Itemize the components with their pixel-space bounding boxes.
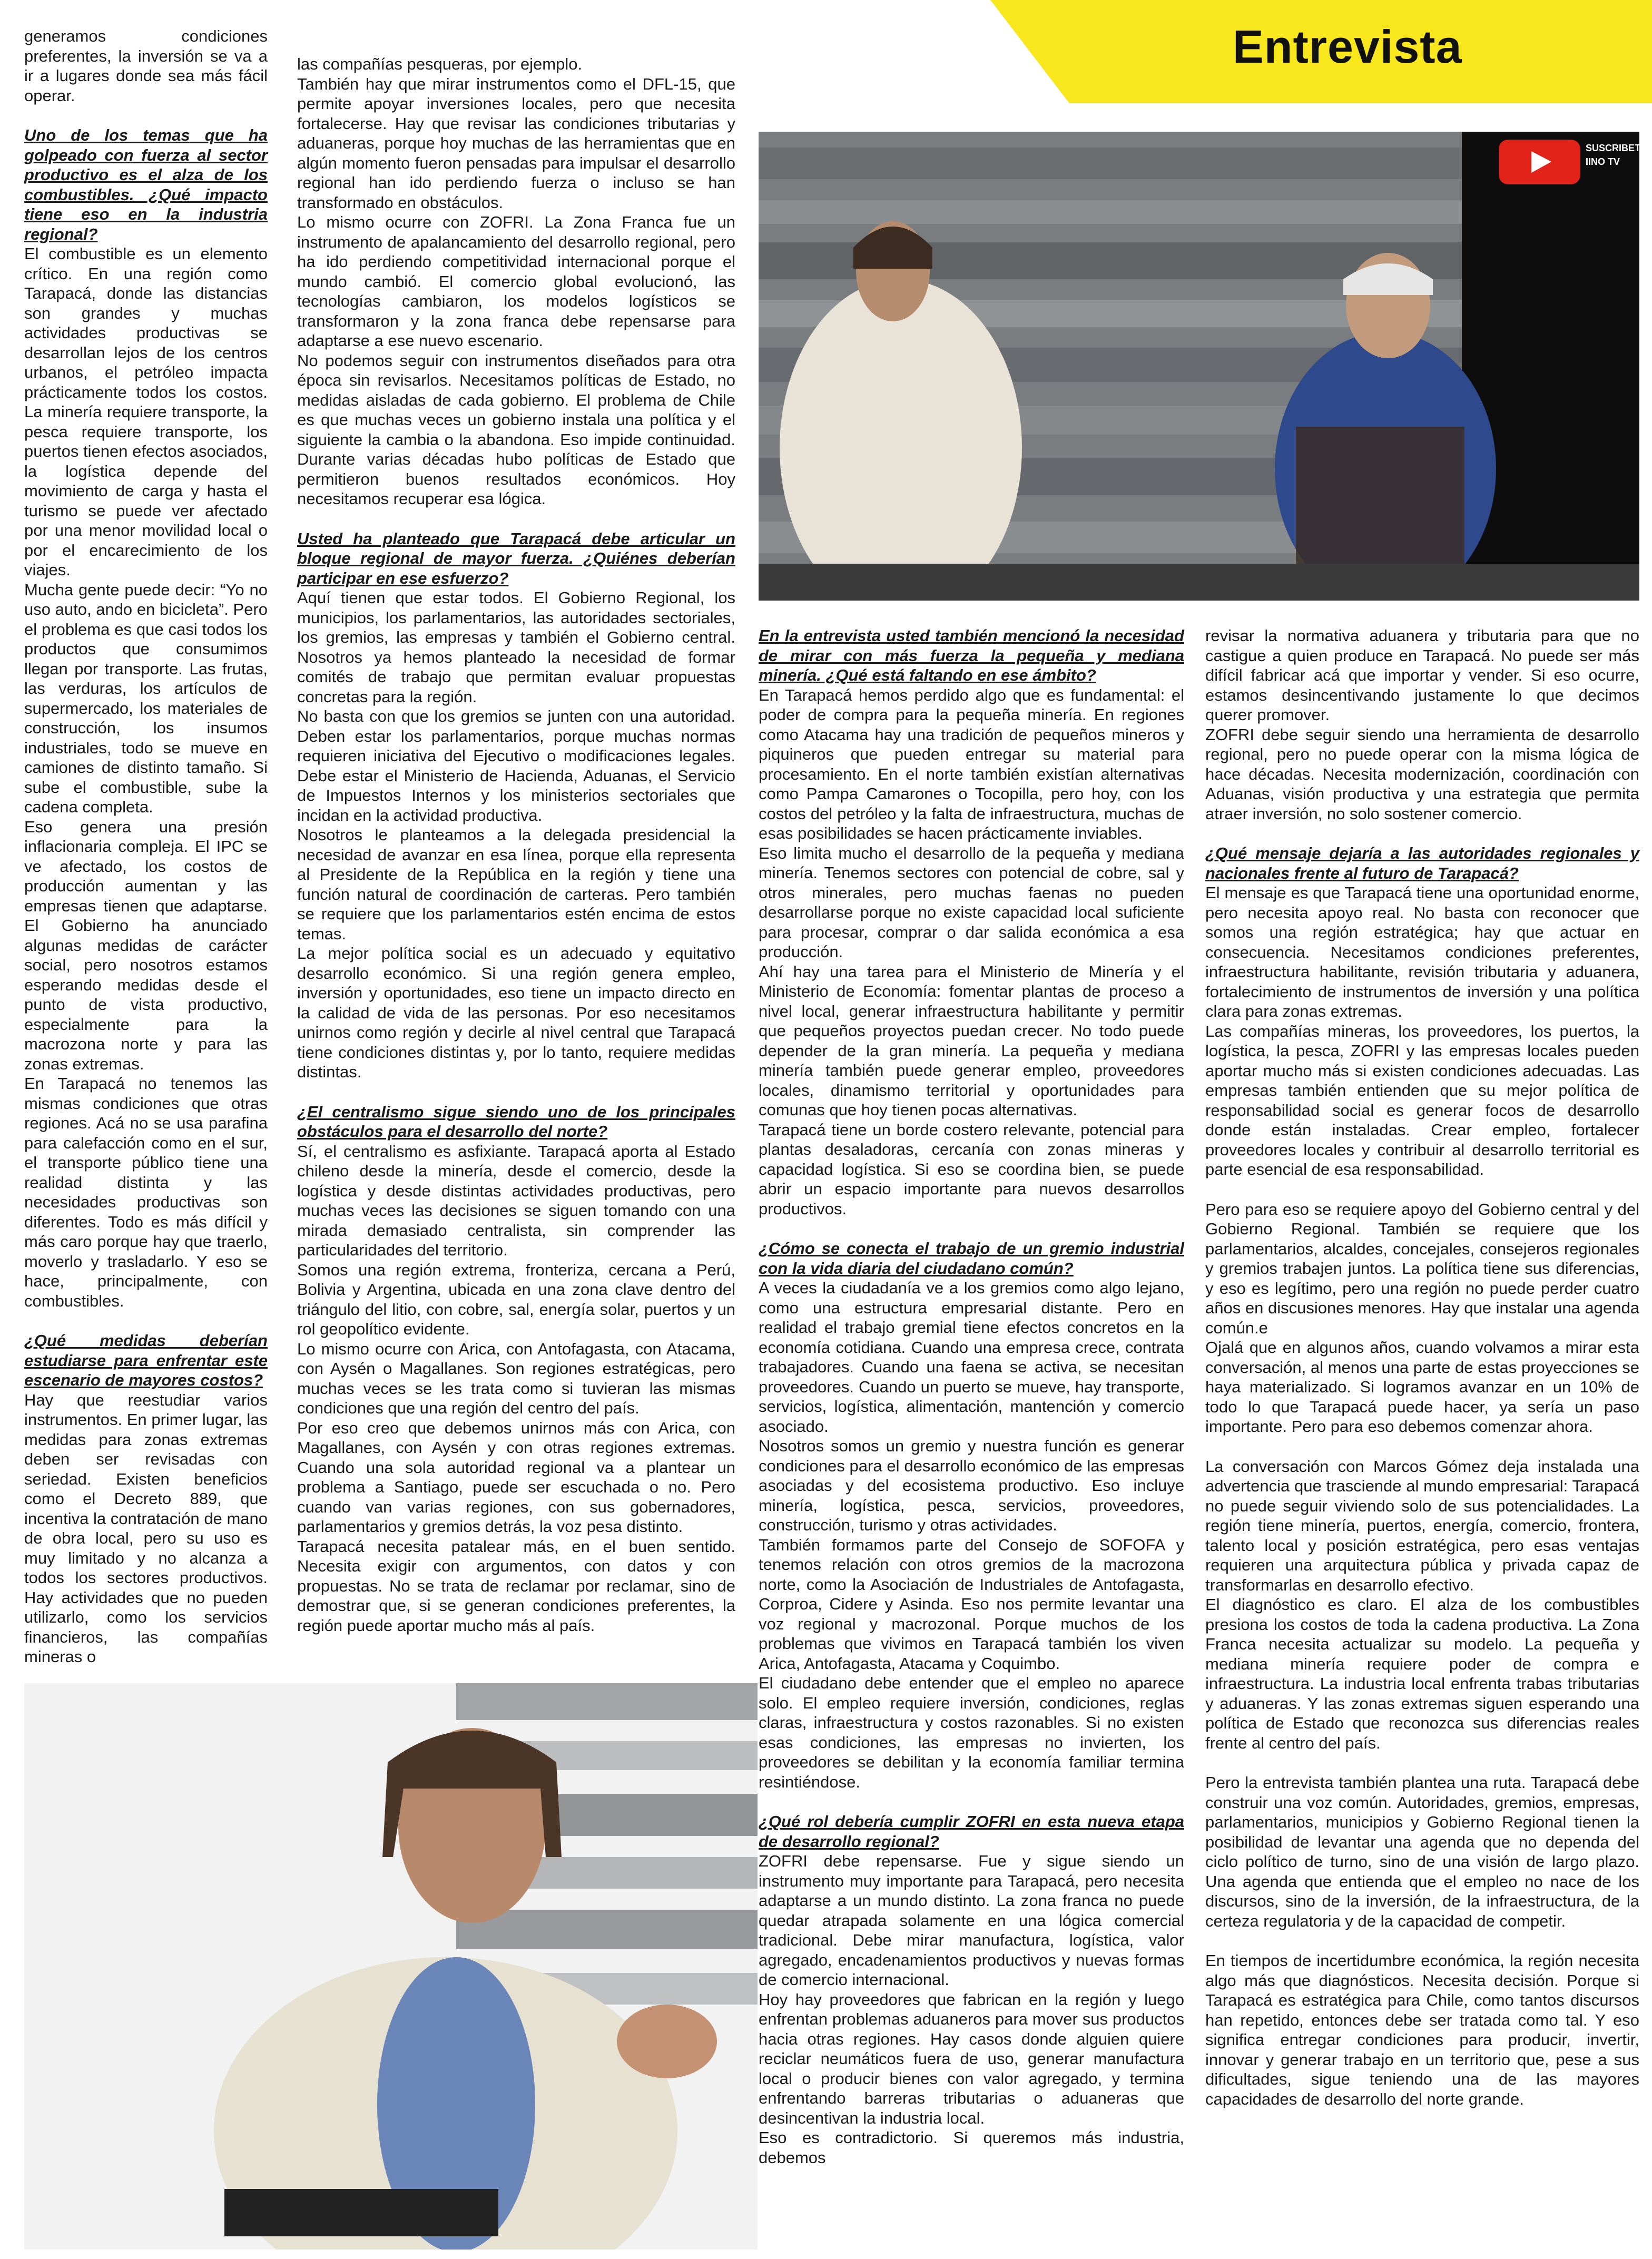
paragraph: Pero para eso se requiere apoyo del Gobierno central y del Gobierno Regional. También se requiere que los parlamentarios, alcaldes, concejales, consejeros regionales y gremios trabajen juntos. La política tiene sus diferencias, y eso es legítimo, pero una región no puede perder cuatro años en discusiones menores. Hay que instalar una agenda común.e bbox=[1205, 1200, 1639, 1337]
interview-question: ¿Cómo se conecta el trabajo de un gremio industrial con la vida diaria del ciudadano común? bbox=[759, 1239, 1184, 1278]
interview-question: Usted ha planteado que Tarapacá debe articular un bloque regional de mayor fuerza. ¿Quiénes deberían participar en ese esfuerzo? bbox=[297, 529, 735, 587]
interview-question: En la entrevista usted también mencionó la necesidad de mirar con más fuerza la pequeña y mediana minería. ¿Qué está faltando en ese ámbito? bbox=[759, 626, 1184, 684]
paragraph: Sí, el centralismo es asfixiante. Tarapacá aporta al Estado chileno desde la minería, desde el comercio, desde la logística y desde distintas actividades productivas, pero muchas veces las decisiones se siguen tomando con una mirada demasiado centralista, sin comprender las particularidades del territorio. bbox=[297, 1142, 735, 1259]
paragraph: Lo mismo ocurre con ZOFRI. La Zona Franca fue un instrumento de apalancamiento del desarrollo regional, pero ha ido perdiendo competitividad internacional porque el mundo cambió. El comercio global evolucionó, las tecnologías cambiaron, los modelos logísticos se transformaron y la zona franca debe repensarse para adaptarse a ese nuevo escenario. bbox=[297, 213, 735, 350]
youtube-icon bbox=[1499, 140, 1580, 184]
paragraph: No podemos seguir con instrumentos diseñados para otra época sin revisarlos. Necesitamos políticas de Estado, no medidas aisladas de cada gobierno. El problema de Chile es que muchas veces un gobierno instala una política y el siguiente la cambia o la abandona. Eso impide continuidad. Durante varias décadas hubo políticas de Estado que permitieron buenos resultados económicos. Hoy necesitamos recuperar esa lógica. bbox=[297, 351, 735, 508]
paragraph: revisar la normativa aduanera y tributaria para que no castigue a quien produce en Tarapacá. No puede ser más difícil fabricar acá que importar y vender. Si eso ocurre, estamos desincentivando justamente lo que decimos querer promover. bbox=[1205, 626, 1639, 724]
paragraph: También formamos parte del Consejo de SOFOFA y tenemos relación con otros gremios de la macrozona norte, como la Asociación de Industriales de Antofagasta, Corproa, Cidere y Asinda. Eso nos permite levantar una voz regional y macrozonal. Porque muchos de los problemas que vivimos en Tarapacá también los viven Arica, Antofagasta, Atacama y Coquimbo. bbox=[759, 1535, 1184, 1673]
paragraph: Las compañías mineras, los proveedores, los puertos, la logística, la pesca, ZOFRI y las empresas locales pueden aportar mucho más si existen condiciones adecuadas. Las empresas también entienden que su mejor política de responsabilidad social es generar focos de desarrollo donde están instaladas. Crear empleo, fortalecer proveedores locales y contribuir al desarrollo territorial es parte esencial de esa responsabilidad. bbox=[1205, 1022, 1639, 1178]
paragraph: A veces la ciudadanía ve a los gremios como algo lejano, como una estructura empresarial distante. Pero en realidad el trabajo gremial tiene efectos concretos en la economía cotidiana. Cuando una empresa crece, contrata trabajadores. Cuando una faena se activa, se necesitan proveedores. Cuando un puerto se mueve, hay transporte, servicios, logística, alimentación, mantención y comercio asociado. bbox=[759, 1279, 1184, 1436]
paragraph: Tarapacá necesita patalear más, en el buen sentido. Necesita exigir con argumentos, con datos y con propuestas. No se trata de reclamar por reclamar, sino de demostrar que, si se generan condiciones preferentes, la región puede aportar mucho más al país. bbox=[297, 1537, 735, 1635]
paragraph: La conversación con Marcos Gómez deja instalada una advertencia que trasciende al mundo empresarial: Tarapacá no puede seguir viviendo solo de sus potencialidades. La región tiene minería, puertos, energía, comercio, frontera, talento local y posición estratégica, pero esas ventajas requieren una arquitectura pública y privada capaz de transformarlas en desarrollo efectivo. bbox=[1205, 1457, 1639, 1594]
paragraph: El mensaje es que Tarapacá tiene una oportunidad enorme, pero necesita apoyo real. No basta con reconocer que somos una región estratégica; hay que actuar en consecuencia. Necesitamos condiciones preferentes, infraestructura habilitante, revisión tributaria y aduanera, fortalecimiento de instrumentos de inversión y una política clara para zonas extremas. bbox=[1205, 883, 1639, 1020]
interview-question: ¿Qué medidas deberían estudiarse para enfrentar este escenario de mayores costos? bbox=[24, 1331, 268, 1389]
article-column-4 bbox=[1205, 626, 1639, 2109]
paragraph: Tarapacá tiene un borde costero relevante, potencial para plantas desaladoras, cercanía con zonas mineras y capacidad logística. Si eso se coordina bien, se puede abrir un espacio importante para nuevos desarrollos productivos. bbox=[759, 1120, 1184, 1218]
paragraph: También hay que mirar instrumentos como el DFL-15, que permite apoyar inversiones locales, pero que necesita fortalecerse. Hay que revisar las condiciones tributarias y aduaneras, porque hoy muchas de las herramientas que en algún momento fueron pensadas para impulsar el desarrollo regional han ido perdiendo fuerza o incluso se han transformado en obstáculos. bbox=[297, 74, 735, 212]
paragraph: La mejor política social es un adecuado y equitativo desarrollo económico. Si una región genera empleo, inversión y oportunidades, eso tiene un impacto directo en la calidad de vida de las personas. Por eso necesitamos unirnos como región y decirle al nivel central que Tarapacá tiene condiciones distintas y, por lo tanto, requiere medidas distintas. bbox=[297, 944, 735, 1081]
paragraph: Hay que reestudiar varios instrumentos. En primer lugar, las medidas para zonas extremas deben ser revisadas con seriedad. Existen beneficios como el Decreto 889, que incentiva la contratación de mano de obra local, pero su uso es muy limitado y no alcanza a todos los sectores productivos. Hay actividades que no pueden utilizarlo, como los servicios financieros, las compañías mineras o bbox=[24, 1390, 268, 1666]
interview-question: ¿Qué mensaje dejaría a las autoridades regionales y nacionales frente al futuro de Tarapacá? bbox=[1205, 844, 1639, 882]
article-column-3 bbox=[759, 626, 1184, 2167]
paragraph: No basta con que los gremios se junten con una autoridad. Deben estar los parlamentarios, porque muchas normas requieren iniciativa del Ejecutivo o modificaciones legales. Debe estar el Ministerio de Hacienda, Aduanas, el Servicio de Impuestos Internos y los ministerios sectoriales que incidan en la actividad productiva. bbox=[297, 707, 735, 824]
paragraph: Eso es contradictorio. Si queremos más industria, debemos bbox=[759, 2128, 1184, 2167]
paragraph: Ahí hay una tarea para el Ministerio de Minería y el Ministerio de Economía: fomentar plantas de proceso a nivel local, generar infraestructura habilitante y permitir que pequeños proyectos puedan crecer. No todo puede depender de la gran minería. La pequeña y mediana minería también puede generar empleo, proveedores locales, dinamismo territorial y oportunidades para comunas que hoy tienen pocas alternativas. bbox=[759, 962, 1184, 1119]
paragraph: En Tarapacá hemos perdido algo que es fundamental: el poder de compra para la pequeña minería. En regiones como Atacama hay una tradición de pequeños mineros y piquineros que pueden entregar su material para procesamiento. En el norte también existían alternativas como Pampa Camarones o Tocopilla, pero hoy, con los costos del petróleo y la falta de infraestructura, muchas de esas posibilidades se hacen prácticamente inviables. bbox=[759, 685, 1184, 842]
paragraph: las compañías pesqueras, por ejemplo. bbox=[297, 55, 583, 73]
paragraph: En tiempos de incertidumbre económica, la región necesita algo más que diagnósticos. Necesita decisión. Porque si Tarapacá es estratégica para Chile, como tantos discursos han repetido, entonces debe ser tratada como tal. Y eso significa entregar condiciones para producir, invertir, innovar y generar trabajo en un territorio que, pese a sus dificultades, sigue teniendo una de las mayores capacidades de desarrollo del norte grande. bbox=[1205, 1951, 1639, 2108]
article-column-1 bbox=[24, 26, 268, 1667]
paragraph: El combustible es un elemento crítico. En una región como Tarapacá, donde las distancias son grandes y muchas actividades productivas se desarrollan lejos de los centros urbanos, el petróleo impacta prácticamente todos los costos. La minería requiere transporte, la pesca requiere transporte, los puertos tienen efectos asociados, la logística depende del movimiento de carga y hasta el turismo se puede ver afectado por una menor movilidad local o por el encarecimiento de los viajes. bbox=[24, 244, 268, 579]
paragraph: Aquí tienen que estar todos. El Gobierno Regional, los municipios, los parlamentarios, las autoridades sectoriales, los gremios, las empresas y también el Gobierno central. Nosotros ya hemos planteado la necesidad de formar comités de trabajo que permitan evaluar propuestas concretas para la región. bbox=[297, 588, 735, 706]
interview-question: ¿El centralismo sigue siendo uno de los principales obstáculos para el desarrollo del norte? bbox=[297, 1102, 735, 1141]
video-badge bbox=[1586, 141, 1647, 169]
channel-label: IINO TV bbox=[1586, 156, 1620, 167]
paragraph: Nosotros somos un gremio y nuestra función es generar condiciones para el desarrollo económico de las empresas asociadas y del ecosistema productivo. Eso incluye minería, logística, pesca, servicios, proveedores, construcción, turismo y otras actividades. bbox=[759, 1437, 1184, 1534]
paragraph: generamos condiciones preferentes, la inversión se va a ir a lugares donde sea más fácil operar. bbox=[24, 27, 268, 105]
section-title: Entrevista bbox=[1233, 21, 1462, 73]
interview-photo bbox=[759, 132, 1639, 601]
paragraph: Mucha gente puede decir: “Yo no uso auto, ando en bicicleta”. Pero el problema es que casi todos los productos que consumimos llegan por transporte. Las frutas, las verduras, los artículos de supermercado, los materiales de construcción, los insumos industriales, todo se mueve en camiones de distinto tamaño. Si sube el combustible, sube la cadena completa. bbox=[24, 580, 268, 816]
paragraph: Pero la entrevista también plantea una ruta. Tarapacá debe construir una voz común. Autoridades, gremios, empresas, parlamentarios, municipios y Gobierno Regional tienen la posibilidad de levantar una agenda que no dependa del ciclo político de turno, sino de una visión de largo plazo. Una agenda que entienda que el empleo no nace de los discursos, sino de la inversión, de la infraestructura, de la certeza regulatoria y de la capacidad de competir. bbox=[1205, 1773, 1639, 1930]
paragraph: Hoy hay proveedores que fabrican en la región y luego enfrentan problemas aduaneros para mover sus productos hacia otras regiones. Hay casos donde alguien quiere reciclar neumáticos fuera de uso, generar manufactura local o producir bienes con valor agregado, y termina enfrentando barreras tributarias o aduaneras que desincentivan la industria local. bbox=[759, 1990, 1184, 2127]
paragraph: ZOFRI debe seguir siendo una herramienta de desarrollo regional, pero no puede operar con la misma lógica de hace décadas. Necesita modernización, coordinación con Aduanas, visión productiva y una estrategia que permita atraer inversión, no solo sostener comercio. bbox=[1205, 725, 1639, 823]
paragraph: ZOFRI debe repensarse. Fue y sigue siendo un instrumento muy importante para Tarapacá, pero necesita adaptarse a un mundo distinto. La zona franca no puede quedar atrapada solamente en una lógica comercial tradicional. Debe mirar manufactura, logística, valor agregado, encadenamientos productivos y nuevas formas de comercio internacional. bbox=[759, 1852, 1184, 1989]
paragraph: El ciudadano debe entender que el empleo no aparece solo. El empleo requiere inversión, condiciones, reglas claras, infraestructura y costos razonables. Si no existen esas condiciones, las empresas no invierten, los proveedores se debilitan y la economía familiar termina resintiéndose. bbox=[759, 1674, 1184, 1791]
paragraph: Por eso creo que debemos unirnos más con Arica, con Magallanes, con Aysén y con otras regiones extremas. Cuando una sola autoridad regional va a plantear un problema a Santiago, puede ser escuchada o no. Pero cuando van varias regiones, con sus gobernadores, parlamentarios y gremios detrás, la voz pesa distinto. bbox=[297, 1418, 735, 1536]
interview-question: Uno de los temas que ha golpeado con fuerza al sector productivo es el alza de los combustibles. ¿Qué impacto tiene eso en la industria regional? bbox=[24, 126, 268, 243]
subscribe-label: SUSCRIBETE bbox=[1586, 143, 1647, 153]
paragraph: Eso limita mucho el desarrollo de la pequeña y mediana minería. Tenemos sectores con potencial de cobre, sal y otros minerales, pero muchas faenas no pueden desarrollarse porque no existe capacidad local suficiente para procesar, comprar o dar salida económica a esa producción. bbox=[759, 843, 1184, 961]
paragraph: Eso genera una presión inflacionaria compleja. El IPC se ve afectado, los costos de producción aumentan y las empresas tienen que adaptarse. El Gobierno ha anunciado algunas medidas de carácter social, pero nosotros estamos esperando medidas desde el punto de vista productivo, especialmente para la macrozona norte y para las zonas extremas. bbox=[24, 817, 268, 1073]
paragraph: En Tarapacá no tenemos las mismas condiciones que otras regiones. Acá no se usa parafina para calefacción como en el sur, el transporte público tiene una realidad distinta y las necesidades productivas son diferentes. Todo es más difícil y más caro porque hay que traerlo, moverlo y trasladarlo. Y eso se hace, principalmente, con combustibles. bbox=[24, 1074, 268, 1310]
paragraph: El diagnóstico es claro. El alza de los combustibles presiona los costos de toda la cadena productiva. La Zona Franca necesita actualizar su modelo. La pequeña y mediana minería requiere poder de compra e infraestructura. La industria local enfrenta trabas tributarias y aduaneras. Y las zonas extremas siguen esperando una política de Estado que reconozca sus diferencias reales frente al centro del país. bbox=[1205, 1595, 1639, 1752]
interviewee-photo bbox=[24, 1683, 758, 2250]
article-column-2 bbox=[297, 54, 735, 1635]
interview-question: ¿Qué rol debería cumplir ZOFRI en esta nueva etapa de desarrollo regional? bbox=[759, 1812, 1184, 1851]
paragraph: Somos una región extrema, fronteriza, cercana a Perú, Bolivia y Argentina, ubicada en una zona clave dentro del triángulo del litio, con cobre, sal, energía solar, puertos y un rol geopolítico evidente. bbox=[297, 1260, 735, 1338]
paragraph: Ojalá que en algunos años, cuando volvamos a mirar esta conversación, al menos una parte de estas proyecciones se haya materializado. Si logramos avanzar en un 10% de todo lo que Tarapacá puede hacer, ya sería un paso importante. Pero para eso debemos comenzar ahora. bbox=[1205, 1338, 1639, 1436]
paragraph: Nosotros le planteamos a la delegada presidencial la necesidad de avanzar en esa línea, porque ella representa al Presidente de la República en la región y tiene una función natural de coordinación de carteras. Pero también se requiere que los parlamentarios estén encima de estos temas. bbox=[297, 826, 735, 943]
paragraph: Lo mismo ocurre con Arica, con Antofagasta, con Atacama, con Aysén o Magallanes. Son regiones estratégicas, pero muchas veces se les trata como si tuvieran las mismas condiciones que una región del centro del país. bbox=[297, 1339, 735, 1417]
